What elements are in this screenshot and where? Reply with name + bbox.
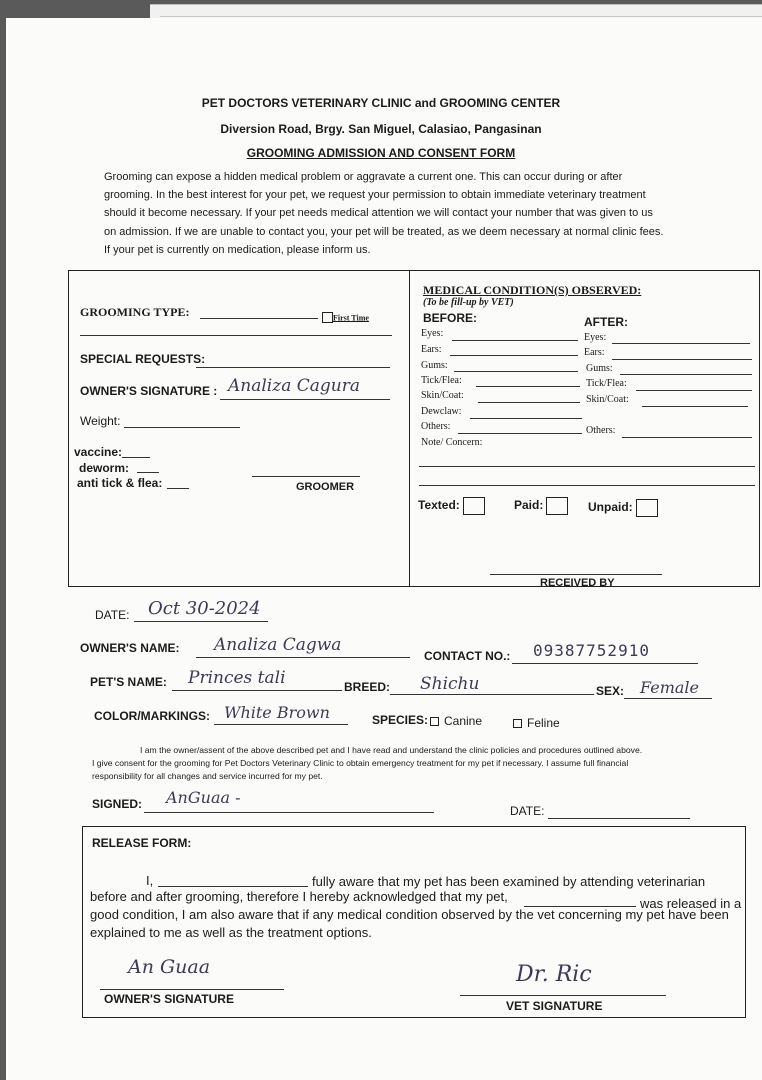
vet-signature-line[interactable] bbox=[460, 995, 666, 996]
after-ears-label: Ears: bbox=[584, 347, 605, 358]
texted-checkbox[interactable] bbox=[463, 497, 485, 515]
pet-name-label: PET'S NAME: bbox=[90, 675, 167, 689]
after-others-field[interactable] bbox=[622, 437, 752, 438]
before-dewclaw-field[interactable] bbox=[470, 418, 582, 419]
sex-handwriting: Female bbox=[640, 678, 699, 697]
before-others-label: Others: bbox=[421, 421, 451, 432]
owner-name-field[interactable] bbox=[196, 657, 410, 658]
species-canine-option[interactable] bbox=[430, 714, 482, 728]
owner-signature-field[interactable] bbox=[220, 399, 390, 400]
received-by-line[interactable] bbox=[490, 574, 662, 575]
consent-line: responsibility for all changes and service incurred for my pet. bbox=[92, 771, 323, 781]
clinic-address: Diversion Road, Brgy. San Miguel, Calasiao, Pangasinan bbox=[220, 122, 542, 136]
texted-label: Texted: bbox=[418, 498, 460, 513]
breed-handwriting: Shichu bbox=[420, 674, 480, 694]
note-concern-line-2[interactable] bbox=[419, 485, 755, 486]
note-concern-line-1[interactable] bbox=[419, 466, 755, 467]
paid-option[interactable] bbox=[514, 497, 568, 515]
anti-tick-field[interactable] bbox=[167, 488, 189, 489]
breed-label: BREED: bbox=[344, 680, 391, 694]
feline-label: Feline bbox=[527, 716, 560, 730]
weight-field[interactable] bbox=[124, 427, 240, 428]
received-by-label: RECEIVED BY bbox=[540, 577, 615, 589]
pet-name-handwriting: Princes tali bbox=[188, 668, 286, 688]
release-owner-signature-handwriting: An Guaa bbox=[128, 956, 211, 978]
groomer-signature-line[interactable] bbox=[252, 476, 360, 477]
grooming-type-label: GROOMING TYPE: bbox=[80, 305, 190, 319]
first-time-label: First Time bbox=[333, 313, 369, 323]
paid-checkbox[interactable] bbox=[546, 497, 568, 515]
date-field[interactable] bbox=[134, 621, 268, 622]
after-skincoat-label: Skin/Coat: bbox=[586, 394, 629, 405]
date-label: DATE: bbox=[95, 608, 130, 622]
release-line-1: fully aware that my pet has been examined by attending veterinarian bbox=[312, 874, 706, 889]
deworm-field[interactable] bbox=[137, 472, 159, 473]
after-heading: AFTER: bbox=[584, 315, 628, 329]
before-heading: BEFORE: bbox=[423, 311, 477, 325]
groomer-label: GROOMER bbox=[296, 481, 355, 493]
breed-field[interactable] bbox=[390, 694, 594, 695]
release-i-label: I, bbox=[146, 873, 154, 888]
release-owner-name-field[interactable] bbox=[158, 886, 308, 887]
release-line-2: before and after grooming, therefore I hereby acknowledged that my pet, bbox=[90, 889, 508, 904]
weight-label: Weight: bbox=[80, 414, 121, 428]
species-feline-option[interactable] bbox=[513, 716, 560, 730]
note-concern-label: Note/ Concern: bbox=[421, 437, 483, 448]
before-skincoat-label: Skin/Coat: bbox=[421, 390, 464, 401]
intro-line: Grooming can expose a hidden medical problem or aggravate a current one. This can occur during or after bbox=[104, 171, 623, 183]
consent-line: I give consent for the grooming for Pet Doctors Veterinary Clinic to obtain emergency treatment for my pet if necessary. I assume full financial bbox=[92, 758, 629, 768]
owner-signature-label: OWNER'S SIGNATURE : bbox=[80, 384, 218, 398]
before-eyes-field[interactable] bbox=[452, 340, 578, 341]
signed-date-field[interactable] bbox=[548, 818, 690, 819]
special-requests-field[interactable] bbox=[196, 367, 390, 368]
intro-line: If your pet is currently on medication, please inform us. bbox=[104, 244, 371, 256]
release-form-title: RELEASE FORM: bbox=[92, 836, 192, 850]
before-ears-label: Ears: bbox=[421, 344, 442, 355]
before-gums-label: Gums: bbox=[421, 360, 448, 371]
texted-option[interactable] bbox=[418, 497, 485, 515]
vaccine-label: vaccine: bbox=[74, 445, 123, 459]
grooming-type-line-2[interactable] bbox=[80, 335, 392, 336]
owner-signature-handwriting: Analiza Cagura bbox=[228, 376, 360, 396]
unpaid-checkbox[interactable] bbox=[636, 499, 658, 517]
vaccine-field[interactable] bbox=[122, 457, 150, 458]
unpaid-label: Unpaid: bbox=[588, 500, 633, 515]
owner-name-label: OWNER'S NAME: bbox=[80, 641, 180, 655]
release-owner-signature-line[interactable] bbox=[100, 989, 284, 990]
anti-tick-label: anti tick & flea: bbox=[77, 476, 163, 490]
signed-field[interactable] bbox=[144, 812, 434, 813]
vet-signature-handwriting: Dr. Ric bbox=[516, 962, 592, 987]
signed-date-label: DATE: bbox=[510, 804, 545, 818]
grooming-type-field[interactable] bbox=[200, 318, 318, 319]
deworm-label: deworm: bbox=[79, 461, 130, 475]
species-label: SPECIES: bbox=[372, 713, 429, 727]
first-time-checkbox[interactable] bbox=[322, 312, 333, 323]
after-others-label: Others: bbox=[586, 425, 616, 436]
vet-fill-note: (To be fill-up by VET) bbox=[423, 297, 514, 308]
after-tickflea-label: Tick/Flea: bbox=[586, 378, 627, 389]
date-handwriting: Oct 30-2024 bbox=[148, 598, 261, 619]
signed-label: SIGNED: bbox=[92, 797, 143, 811]
contact-handwriting: 09387752910 bbox=[533, 641, 650, 660]
after-ears-field[interactable] bbox=[612, 359, 752, 360]
before-tickflea-field[interactable] bbox=[476, 386, 580, 387]
sex-field[interactable] bbox=[624, 698, 712, 699]
vet-signature-label: VET SIGNATURE bbox=[506, 999, 603, 1013]
after-eyes-field[interactable] bbox=[612, 343, 750, 344]
first-time-option[interactable] bbox=[322, 309, 369, 327]
canine-checkbox[interactable] bbox=[430, 717, 439, 726]
signed-handwriting: AnGuaa - bbox=[166, 788, 241, 807]
intro-line: grooming. In the best interest for your pet, we request your permission to obtain immediate veterinary treatment bbox=[104, 189, 646, 201]
medical-condition-title: MEDICAL CONDITION(S) OBSERVED: bbox=[423, 283, 642, 297]
after-eyes-label: Eyes: bbox=[584, 332, 607, 343]
intro-line: on admission. If we are unable to contact you, your pet will be treated, as we deem necessary at normal clinic fees. bbox=[104, 226, 664, 238]
after-gums-field[interactable] bbox=[620, 374, 752, 375]
sex-label: SEX: bbox=[596, 684, 625, 698]
before-skincoat-field[interactable] bbox=[478, 402, 580, 403]
release-line-3: good condition, I am also aware that if any medical condition observed by the vet concerning my pet have been bbox=[90, 907, 729, 922]
before-tickflea-label: Tick/Flea: bbox=[421, 375, 462, 386]
contact-field[interactable] bbox=[512, 663, 698, 664]
pet-name-field[interactable] bbox=[172, 690, 342, 691]
feline-checkbox[interactable] bbox=[513, 719, 522, 728]
contact-label: CONTACT NO.: bbox=[424, 649, 511, 663]
special-requests-label: SPECIAL REQUESTS: bbox=[80, 352, 206, 366]
after-gums-label: Gums: bbox=[586, 363, 613, 374]
canine-label: Canine bbox=[444, 714, 483, 728]
color-markings-label: COLOR/MARKINGS: bbox=[94, 709, 210, 723]
before-others-field[interactable] bbox=[458, 433, 582, 434]
after-tickflea-field[interactable] bbox=[636, 390, 752, 391]
release-line-2-end: was released in a bbox=[640, 896, 742, 911]
unpaid-option[interactable] bbox=[588, 499, 658, 517]
color-markings-handwriting: White Brown bbox=[224, 703, 330, 722]
before-eyes-label: Eyes: bbox=[421, 328, 444, 339]
form-title: GROOMING ADMISSION AND CONSENT FORM bbox=[246, 146, 516, 160]
panel-divider bbox=[409, 271, 410, 587]
before-ears-field[interactable] bbox=[450, 355, 578, 356]
release-owner-signature-label: OWNER'S SIGNATURE bbox=[104, 992, 234, 1006]
paid-label: Paid: bbox=[514, 498, 544, 513]
consent-line: I am the owner/assent of the above described pet and I have read and understand the clinic policies and procedures outlined above. bbox=[140, 745, 643, 755]
release-line-4: explained to me as well as the treatment options. bbox=[90, 925, 372, 940]
owner-name-handwriting: Analiza Cagwa bbox=[214, 635, 342, 655]
color-markings-field[interactable] bbox=[214, 724, 348, 725]
clinic-name: PET DOCTORS VETERINARY CLINIC and GROOMING CENTER bbox=[201, 96, 561, 110]
after-skincoat-field[interactable] bbox=[642, 406, 748, 407]
before-dewclaw-label: Dewclaw: bbox=[421, 406, 462, 417]
before-gums-field[interactable] bbox=[454, 371, 578, 372]
intro-line: should it become necessary. If your pet needs medical attention we will contact your number that was given to us bbox=[104, 207, 653, 219]
